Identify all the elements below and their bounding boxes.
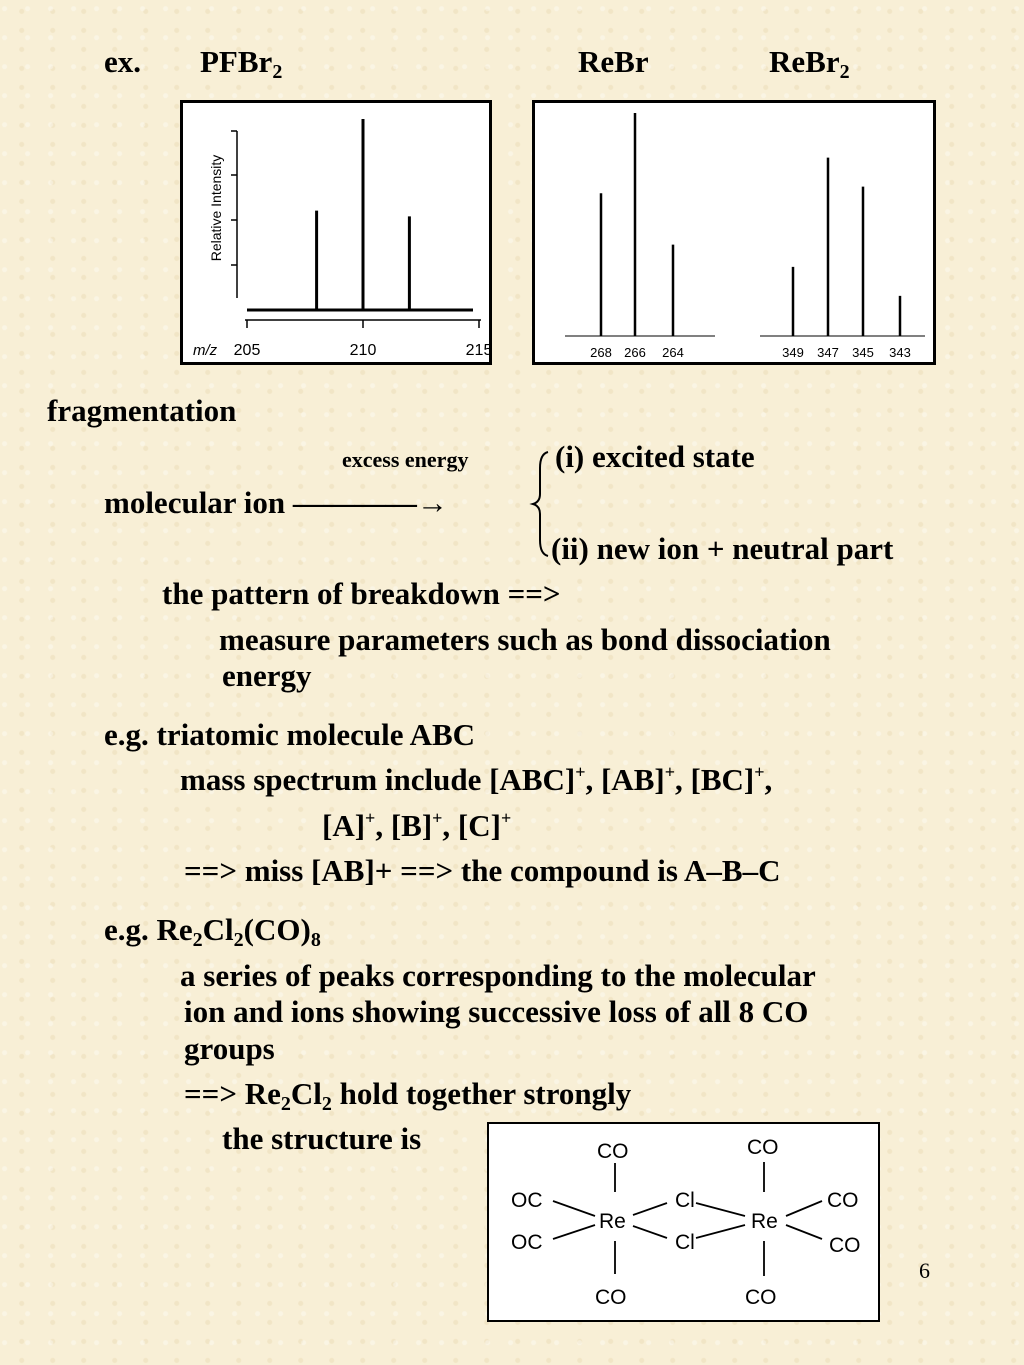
- re-left: Re: [599, 1210, 626, 1233]
- x-tick-label: 266: [624, 345, 646, 360]
- x-tick-label: 349: [782, 345, 804, 360]
- excess-energy-label: excess energy: [342, 447, 469, 472]
- series-text-line2: ion and ions showing successive loss of all 8 CO: [184, 994, 809, 1029]
- co-bottom-right: CO: [745, 1286, 777, 1309]
- fragment-ions-line: [A]+, [B]+, [C]+: [322, 808, 512, 843]
- miss-ab-conclusion: ==> miss [AB]+ ==> the compound is A–B–C: [184, 853, 781, 888]
- series-text-line1: a series of peaks corresponding to the molecular: [180, 958, 816, 993]
- co-upper-right: CO: [827, 1189, 859, 1212]
- rebr-chart-svg: [535, 103, 933, 362]
- co-bottom-left: CO: [595, 1286, 627, 1309]
- oc-upper-left: OC: [511, 1189, 543, 1212]
- rebr-mass-spectrum: [532, 100, 936, 365]
- re2cl2co8-structure-diagram: [487, 1122, 880, 1322]
- molecular-ion-arrow: molecular ion ————→: [104, 485, 448, 520]
- mass-spectrum-include-line: mass spectrum include [ABC]+, [AB]+, [BC]+,: [180, 762, 773, 797]
- re-right: Re: [751, 1210, 778, 1233]
- x-tick-label: 345: [852, 345, 874, 360]
- pfbr2-mass-spectrum: [180, 100, 492, 365]
- x-tick-label: 264: [662, 345, 684, 360]
- x-tick-label: 268: [590, 345, 612, 360]
- co-top-left: CO: [597, 1140, 629, 1163]
- co-lower-right: CO: [829, 1234, 861, 1257]
- example2-heading: e.g. Re2Cl2(CO)8: [104, 912, 321, 951]
- x-tick-label: 205: [233, 342, 261, 359]
- breakdown-pattern-text: the pattern of breakdown ==>: [162, 576, 561, 611]
- rebr2-label: ReBr2: [769, 44, 850, 83]
- x-tick-label: 343: [889, 345, 911, 360]
- excited-state-text: (i) excited state: [555, 439, 755, 474]
- x-tick-label: 347: [817, 345, 839, 360]
- page-number: 6: [919, 1258, 930, 1283]
- measure-text-line2: energy: [222, 658, 312, 693]
- pfbr2-label: PFBr2: [200, 44, 283, 83]
- cl-bridge-bottom: Cl: [675, 1231, 695, 1254]
- example-label: ex.: [104, 44, 142, 79]
- pfbr2-chart-svg: [183, 103, 493, 362]
- series-text-line3: groups: [184, 1031, 275, 1066]
- structure-label: the structure is: [222, 1121, 422, 1156]
- hold-together-text: ==> Re2Cl2 hold together strongly: [184, 1076, 632, 1115]
- new-ion-text: (ii) new ion + neutral part: [551, 531, 894, 566]
- measure-text-line1: measure parameters such as bond dissociation: [219, 622, 831, 657]
- fragmentation-heading: fragmentation: [47, 393, 237, 428]
- x-tick-label: 215: [465, 342, 493, 359]
- y-axis-label: Relative Intensity: [208, 154, 224, 262]
- x-tick-label: 210: [349, 342, 377, 359]
- rebr-label: ReBr: [578, 44, 649, 79]
- cl-bridge-top: Cl: [675, 1189, 695, 1212]
- oc-lower-left: OC: [511, 1231, 543, 1254]
- co-top-right: CO: [747, 1136, 779, 1159]
- x-axis-label: m/z: [193, 342, 218, 359]
- example1-heading: e.g. triatomic molecule ABC: [104, 717, 476, 752]
